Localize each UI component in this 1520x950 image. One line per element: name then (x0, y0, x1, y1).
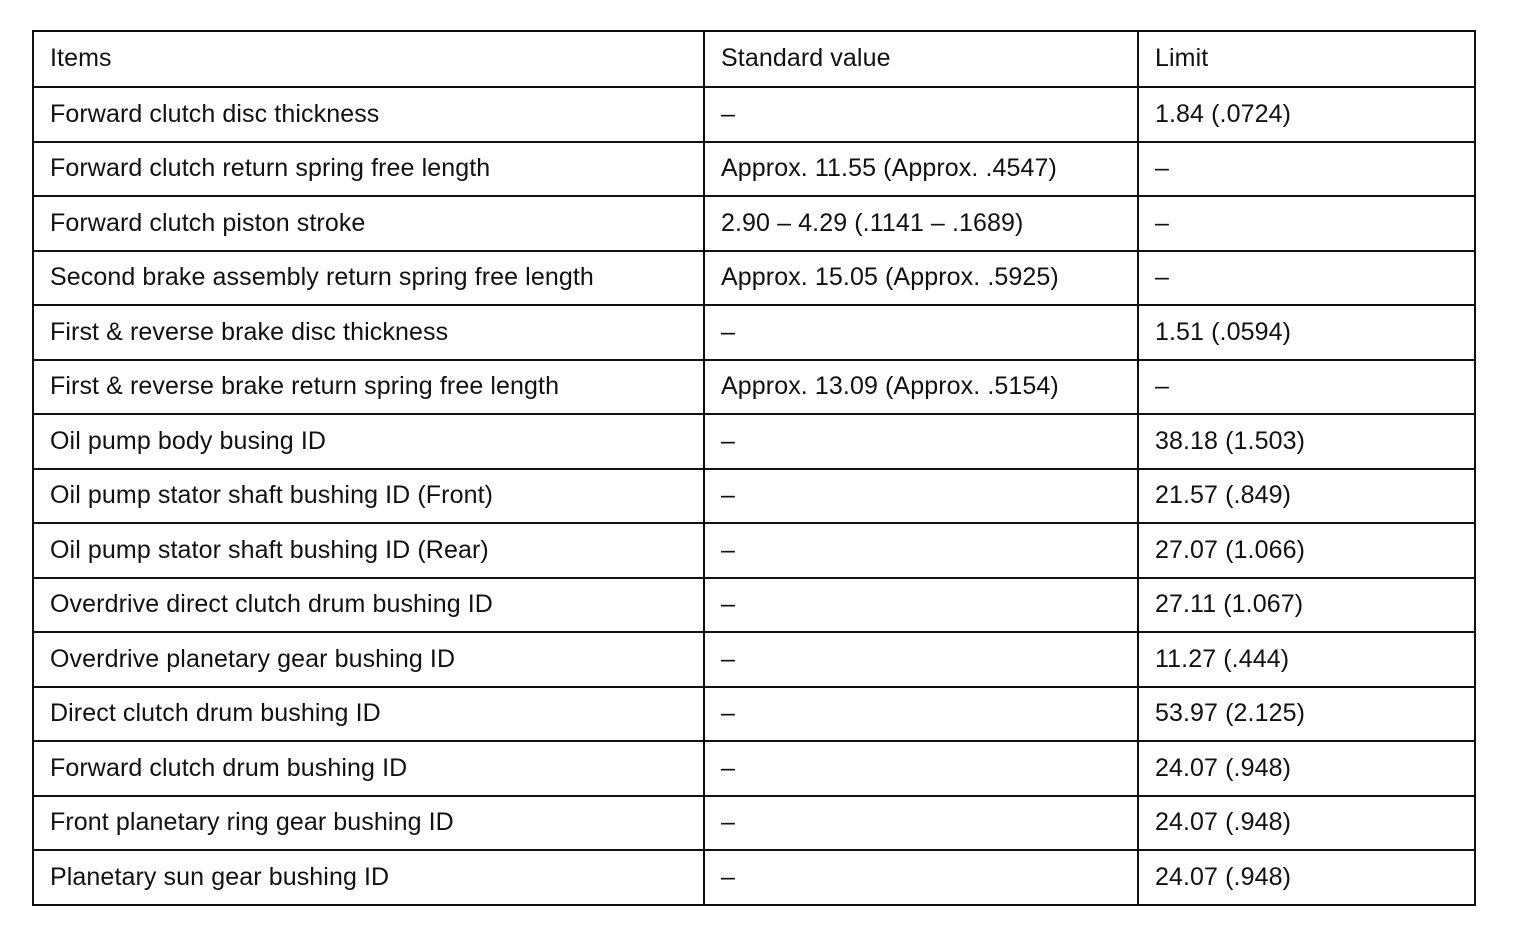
header-limit: Limit (1138, 31, 1475, 87)
cell-limit: – (1138, 196, 1475, 251)
cell-limit: 11.27 (.444) (1138, 632, 1475, 687)
cell-standard-value: – (704, 741, 1138, 796)
cell-limit: 53.97 (2.125) (1138, 687, 1475, 742)
cell-standard-value: – (704, 523, 1138, 578)
table-row (33, 251, 1475, 306)
table-body (33, 87, 1475, 905)
cell-limit: 1.51 (.0594) (1138, 305, 1475, 360)
cell-limit: 27.07 (1.066) (1138, 523, 1475, 578)
cell-standard-value: – (704, 687, 1138, 742)
cell-limit: 21.57 (.849) (1138, 469, 1475, 524)
table-row (33, 687, 1475, 742)
cell-item: Overdrive direct clutch drum bushing ID (33, 578, 704, 633)
cell-standard-value: – (704, 87, 1138, 142)
table-row (33, 87, 1475, 142)
cell-item: Forward clutch piston stroke (33, 196, 704, 251)
cell-limit: 24.07 (.948) (1138, 741, 1475, 796)
table-row (33, 578, 1475, 633)
table-header (33, 31, 1475, 87)
cell-limit: 24.07 (.948) (1138, 850, 1475, 905)
cell-standard-value: – (704, 632, 1138, 687)
cell-item: Oil pump body busing ID (33, 414, 704, 469)
cell-standard-value: – (704, 469, 1138, 524)
header-row (33, 31, 1475, 87)
cell-standard-value: – (704, 850, 1138, 905)
cell-limit: 27.11 (1.067) (1138, 578, 1475, 633)
table-row (33, 142, 1475, 197)
cell-standard-value: – (704, 796, 1138, 851)
cell-standard-value: – (704, 578, 1138, 633)
cell-standard-value: – (704, 414, 1138, 469)
table-row (33, 796, 1475, 851)
cell-item: Forward clutch return spring free length (33, 142, 704, 197)
table-row (33, 632, 1475, 687)
header-items: Items (33, 31, 704, 87)
header-standard-value: Standard value (704, 31, 1138, 87)
cell-item: Oil pump stator shaft bushing ID (Rear) (33, 523, 704, 578)
cell-limit: – (1138, 251, 1475, 306)
table-row (33, 469, 1475, 524)
cell-item: First & reverse brake disc thickness (33, 305, 704, 360)
cell-standard-value: – (704, 305, 1138, 360)
cell-item: Forward clutch disc thickness (33, 87, 704, 142)
cell-item: Forward clutch drum bushing ID (33, 741, 704, 796)
cell-standard-value: Approx. 11.55 (Approx. .4547) (704, 142, 1138, 197)
table-row (33, 741, 1475, 796)
cell-item: First & reverse brake return spring free length (33, 360, 704, 415)
cell-limit: 24.07 (.948) (1138, 796, 1475, 851)
cell-limit: – (1138, 360, 1475, 415)
cell-limit: – (1138, 142, 1475, 197)
cell-item: Oil pump stator shaft bushing ID (Front) (33, 469, 704, 524)
cell-standard-value: Approx. 13.09 (Approx. .5154) (704, 360, 1138, 415)
cell-item: Front planetary ring gear bushing ID (33, 796, 704, 851)
cell-limit: 38.18 (1.503) (1138, 414, 1475, 469)
table-row (33, 850, 1475, 905)
cell-item: Direct clutch drum bushing ID (33, 687, 704, 742)
cell-item: Planetary sun gear bushing ID (33, 850, 704, 905)
table-row (33, 360, 1475, 415)
cell-standard-value: 2.90 – 4.29 (.1141 – .1689) (704, 196, 1138, 251)
table-row (33, 196, 1475, 251)
cell-standard-value: Approx. 15.05 (Approx. .5925) (704, 251, 1138, 306)
cell-item: Overdrive planetary gear bushing ID (33, 632, 704, 687)
table-row (33, 523, 1475, 578)
table-row (33, 414, 1475, 469)
cell-limit: 1.84 (.0724) (1138, 87, 1475, 142)
table-row (33, 305, 1475, 360)
cell-item: Second brake assembly return spring free length (33, 251, 704, 306)
spec-table (32, 30, 1476, 906)
